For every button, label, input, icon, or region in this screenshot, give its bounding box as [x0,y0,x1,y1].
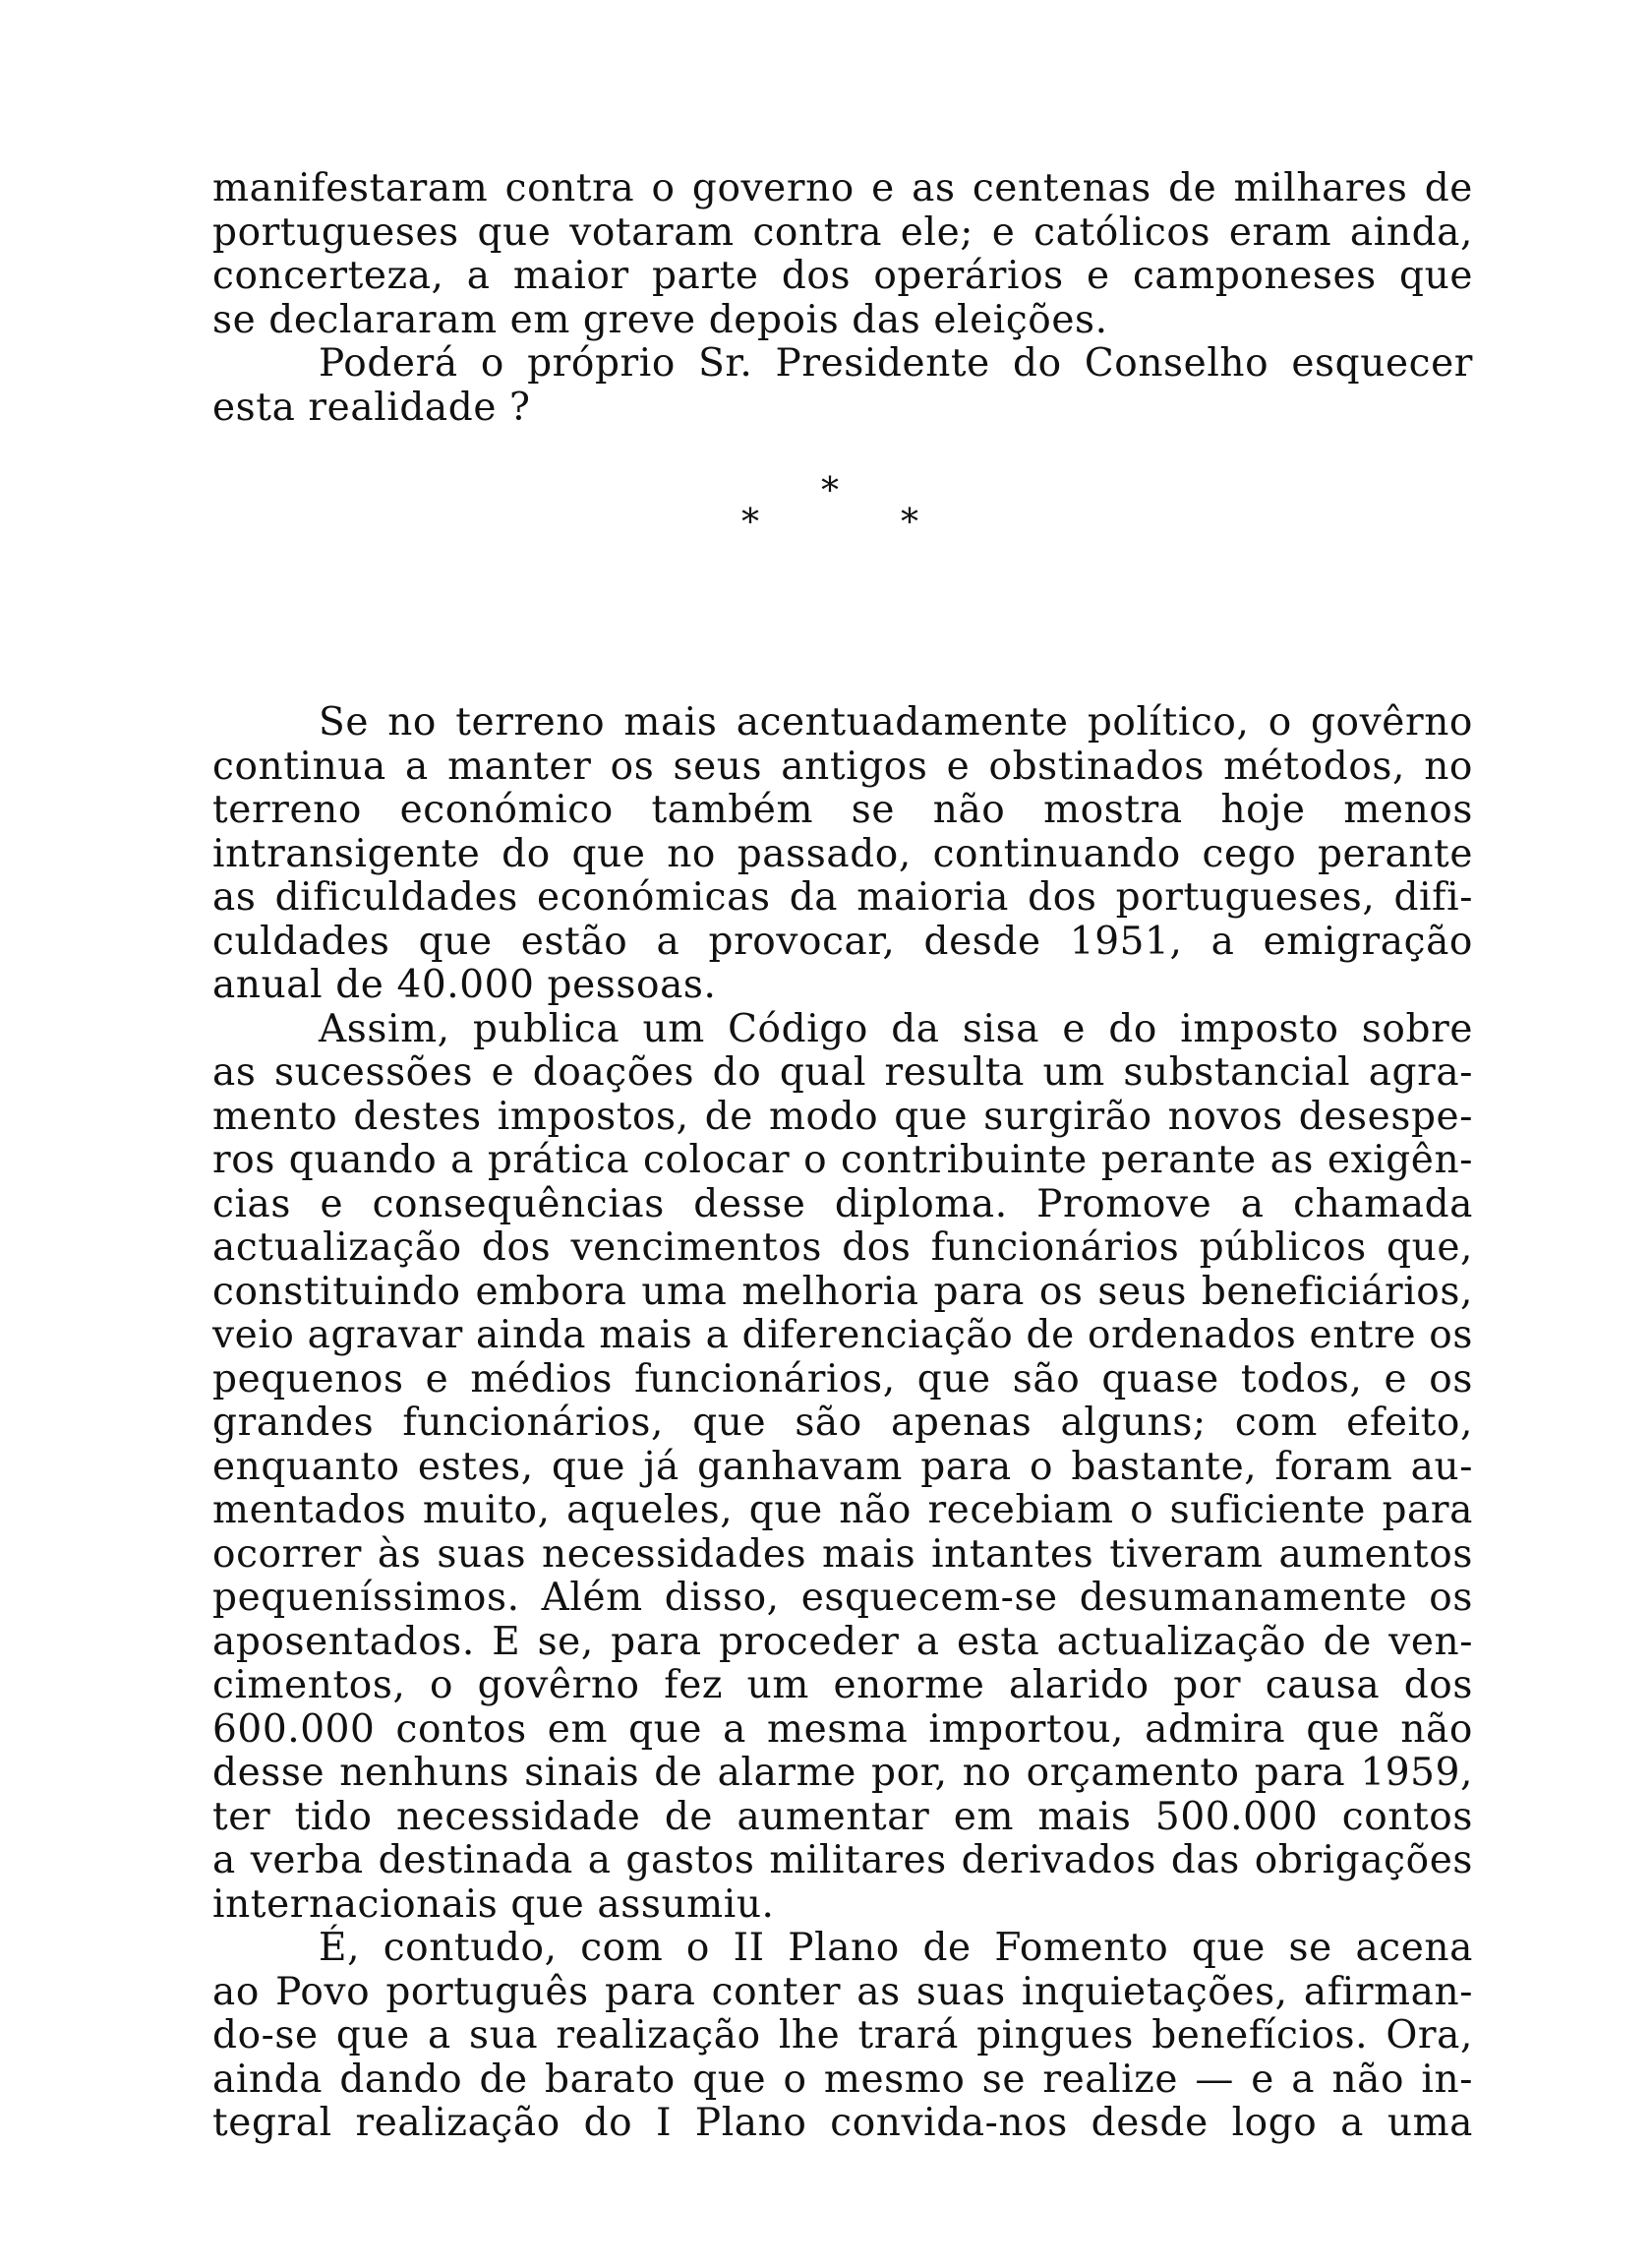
text-line: esta realidade ? [212,385,531,430]
text-line: ter tido necessidade de aumentar em mais 500.000 contos [212,1794,1473,1839]
asterism-star: * [821,471,839,511]
text-line: ros quando a prática colocar o contribuinte perante as exigên- [212,1138,1473,1182]
text-line: anual de 40.000 pessoas. [212,963,717,1007]
text-line: tegral realização do I Plano convida-nos desde logo a uma [212,2101,1473,2145]
text-line: grandes funcionários, que são apenas alguns; com efeito, [212,1401,1473,1445]
asterism-star: * [741,503,759,543]
text-line: É, contudo, com o II Plano de Fomento que se acena [319,1926,1473,1970]
text-line: pequenos e médios funcionários, que são quase todos, e os [212,1356,1473,1401]
text-line: as dificuldades económicas da maioria dos portugueses, difi- [212,875,1473,920]
text-line: pequeníssimos. Além disso, esquecem-se desumanamente os [212,1576,1473,1620]
text-line: mento destes impostos, de modo que surgirão novos desespe- [212,1094,1473,1139]
text-line: actualização dos vencimentos dos funcionários públicos que, [212,1225,1473,1270]
text-line: constituindo embora uma melhoria para os seus beneficiários, [212,1269,1473,1314]
text-line: ocorrer às suas necessidades mais intantes tiveram aumentos [212,1531,1473,1577]
text-line: Poderá o próprio Sr. Presidente do Conselho esquecer [319,341,1473,386]
text-line: ao Povo português para conter as suas inquietações, afirman- [212,1969,1473,2014]
text-line: terreno económico também se não mostra hoje menos [212,788,1473,832]
text-line: veio agravar ainda mais a diferenciação de ordenados entre os [212,1313,1473,1357]
text-line: cias e consequências desse diploma. Promove a chamada [212,1181,1473,1226]
asterism-star: * [901,503,918,543]
paragraph-development-plan [212,1927,1473,2146]
text-line: desse nenhuns sinais de alarme por, no orçamento para 1959, [212,1751,1473,1795]
text-line: portugueses que votaram contra ele; e católicos eram ainda, [212,209,1473,255]
paragraph-continuation [212,167,1473,342]
text-line: Se no terreno mais acentuadamente político, o govêrno [319,700,1473,745]
text-line: intransigente do que no passado, continuando cego perante [212,831,1473,876]
document-page [212,167,1473,2146]
text-line: Assim, publica um Código da sisa e do imposto sobre [319,1006,1473,1051]
text-line: ainda dando de barato que o mesmo se realize — e a não in- [212,2057,1473,2102]
text-line: culdades que estão a provocar, desde 1951, a emigração [212,919,1473,964]
text-line: se declararam em greve depois das eleições. [212,297,1108,342]
text-line: manifestaram contra o governo e as centenas de milhares de [212,166,1473,210]
paragraph-question [212,342,1473,430]
text-line: cimentos, o govêrno fez um enorme alarido por causa dos [212,1663,1473,1707]
text-line: aposentados. E se, para proceder a esta actualização de ven- [212,1619,1473,1664]
text-line: as sucessões e doações do qual resulta um substancial agra- [212,1050,1473,1095]
text-line: 600.000 contos em que a mesma importou, admira que não [212,1706,1473,1752]
text-line: concerteza, a maior parte dos operários e camponeses que [212,254,1473,298]
text-line: enquanto estes, que já ganhavam para o bastante, foram au- [212,1444,1473,1489]
section-break-asterism [212,471,1473,609]
text-line: mentados muito, aqueles, que não recebiam o suficiente para [212,1488,1473,1532]
text-line: a verba destinada a gastos militares derivados das obrigações [212,1838,1473,1882]
paragraph-taxes-salaries [212,1008,1473,1928]
text-line: internacionais que assumiu. [212,1881,775,1927]
paragraph-economic-policy [212,701,1473,1008]
text-line: do-se que a sua realização lhe trará pingues benefícios. Ora, [212,2013,1473,2057]
text-line: continua a manter os seus antigos e obstinados métodos, no [212,744,1473,789]
